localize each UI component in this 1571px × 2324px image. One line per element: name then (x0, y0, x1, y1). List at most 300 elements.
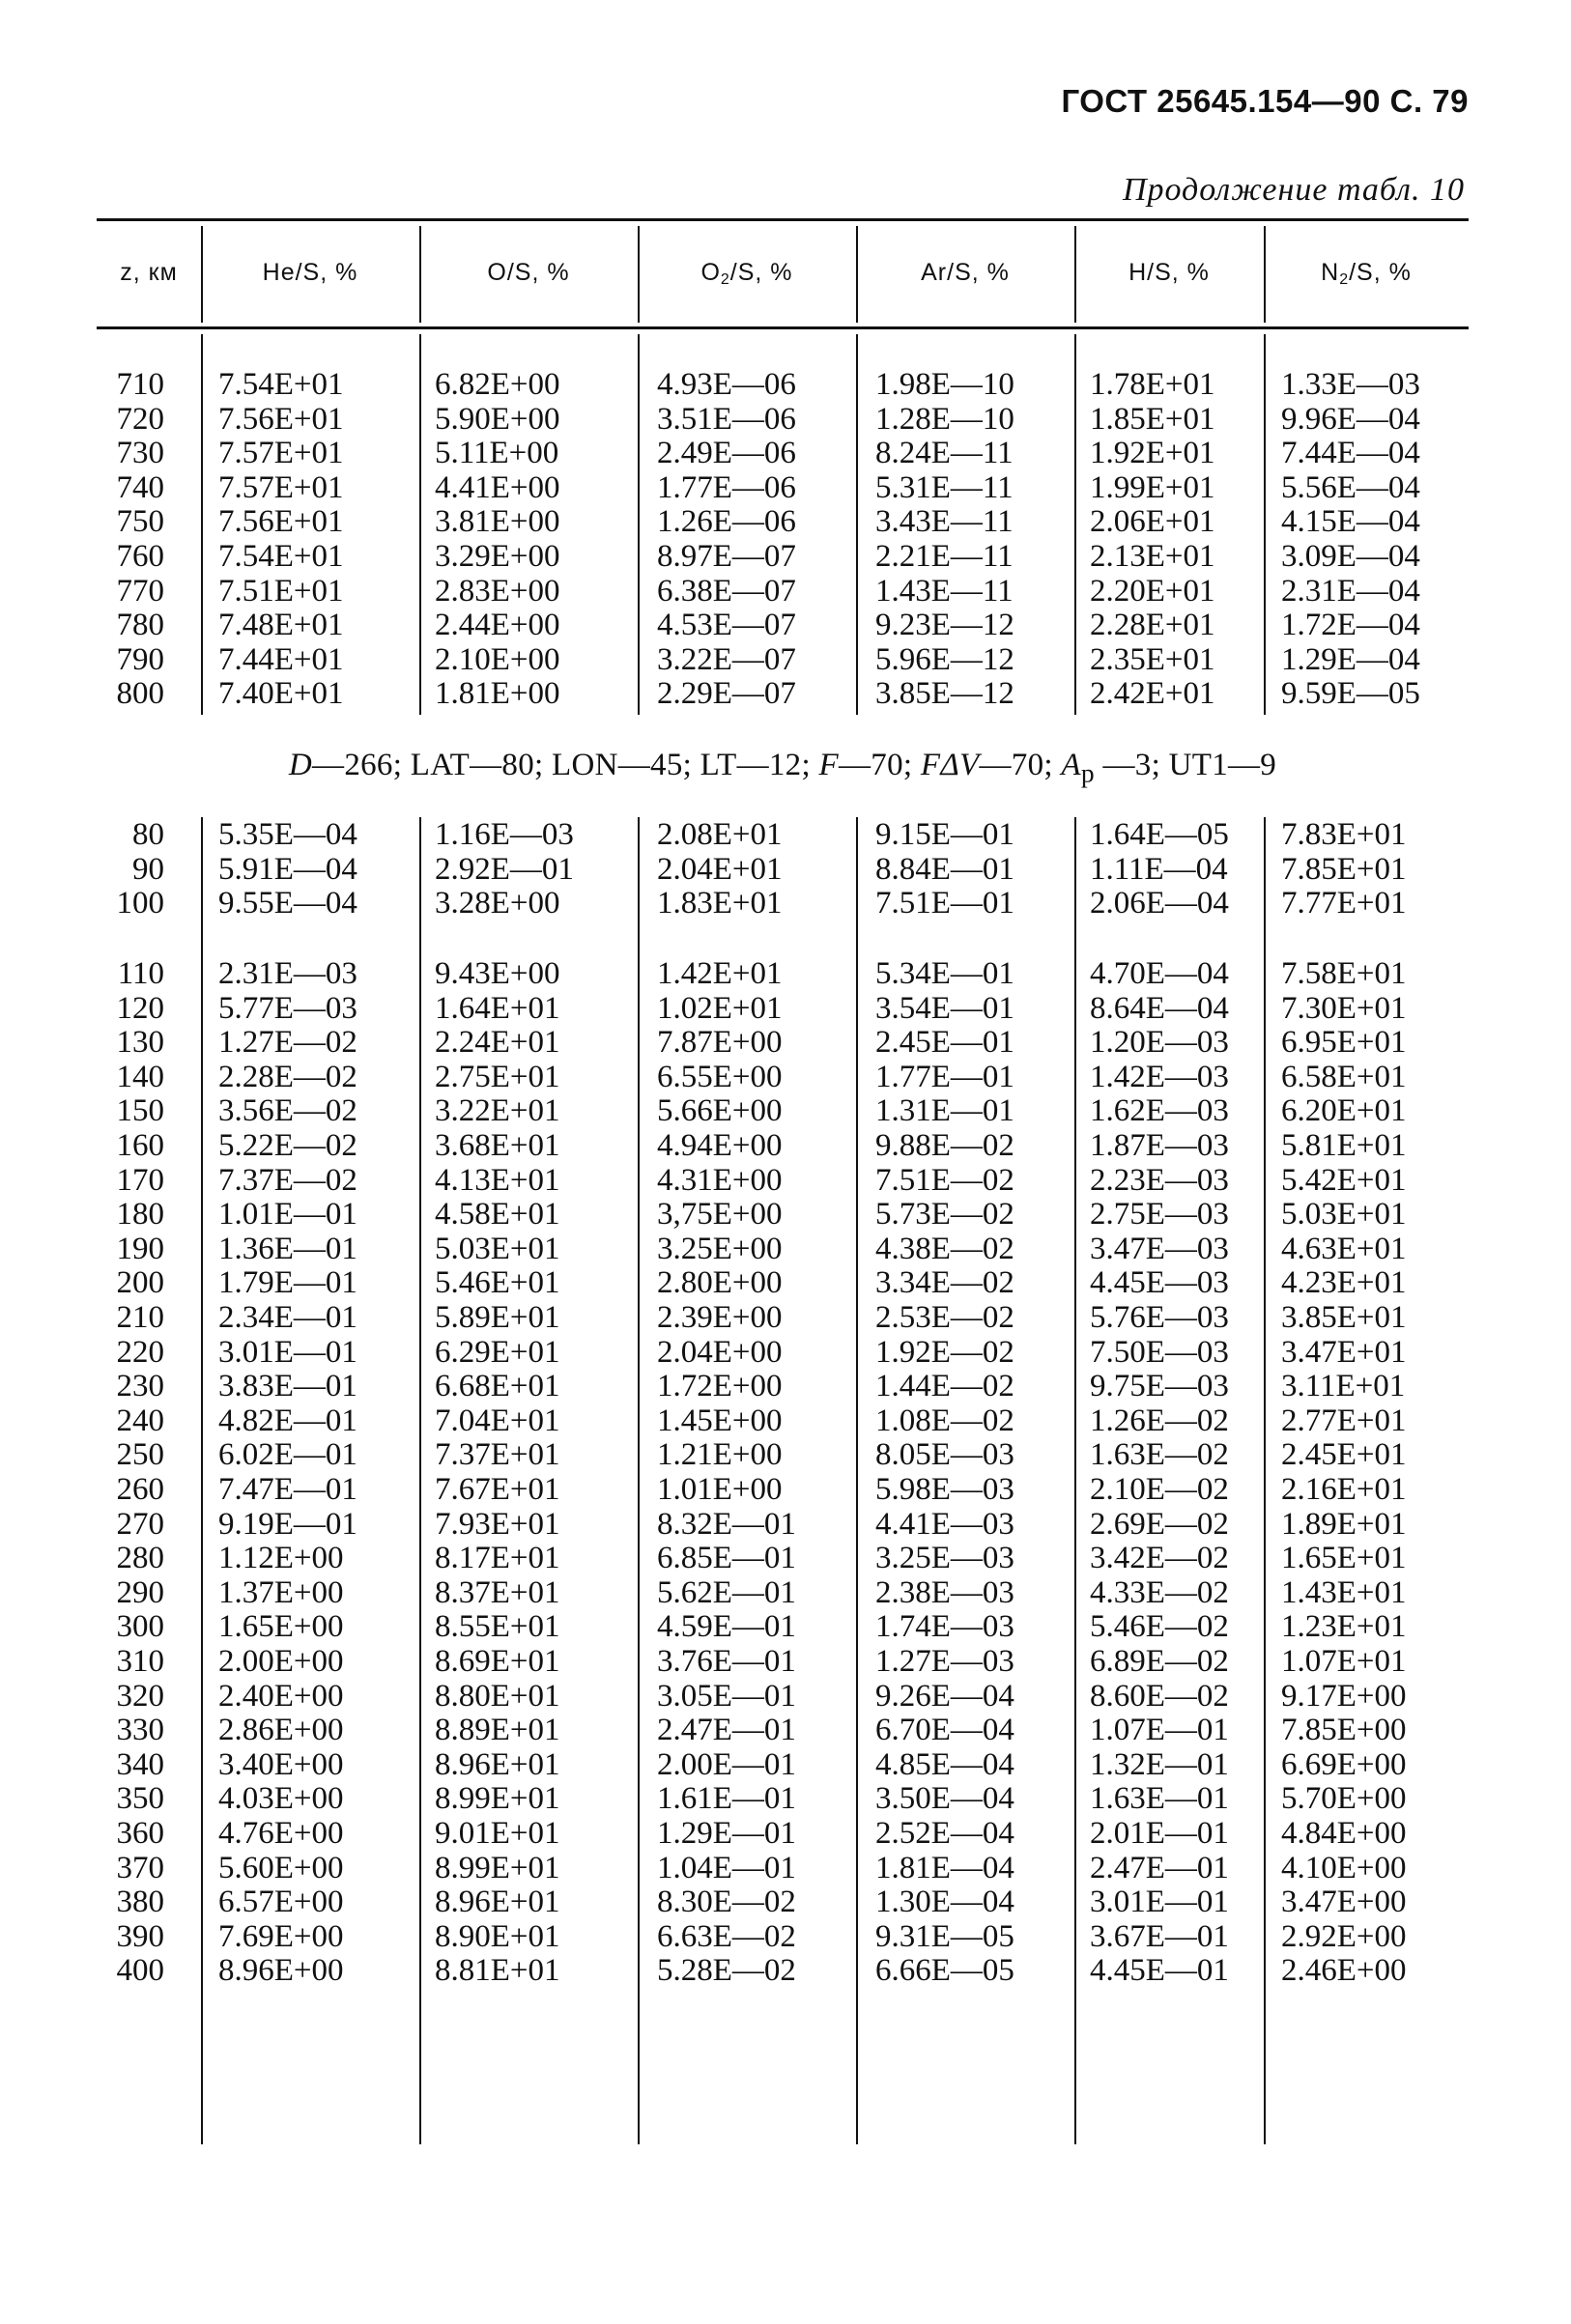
value-cell: 3.42E—02 (1090, 1541, 1229, 1576)
column-header-o2: $O_2/S$, % (700, 259, 793, 288)
value-cell: 7.30E+01 (1281, 990, 1407, 1026)
value-cell: 8.99E+01 (435, 1781, 560, 1817)
altitude-cell: 120 (116, 990, 164, 1026)
value-cell: 7.51E+01 (218, 573, 344, 609)
value-cell: 1.31E—01 (875, 1093, 1014, 1129)
value-cell: 6.66E—05 (875, 1953, 1014, 1989)
value-cell: 5.56E—04 (1281, 469, 1420, 505)
value-cell: 2.00E—01 (657, 1746, 796, 1782)
value-cell: 5.11E+00 (435, 436, 559, 471)
value-cell: 2.16E+01 (1281, 1472, 1407, 1507)
value-cell: 3.47E+01 (1281, 1334, 1407, 1370)
value-cell: 3.09E—04 (1281, 539, 1420, 574)
column-divider (1074, 226, 1076, 323)
value-cell: 1.74E—03 (875, 1609, 1014, 1645)
altitude-cell: 780 (116, 608, 164, 643)
value-cell: 7.87E+00 (657, 1025, 783, 1061)
table-top-rule (97, 218, 1469, 221)
value-cell: 7.50E—03 (1090, 1334, 1229, 1370)
value-cell: 7.37E—02 (218, 1162, 357, 1198)
value-cell: 1.81E+00 (435, 676, 560, 712)
column-divider (419, 334, 421, 715)
value-cell: 6.95E+01 (1281, 1025, 1407, 1061)
value-cell: 1.37E+00 (218, 1574, 344, 1610)
value-cell: 8.99E+01 (435, 1850, 560, 1885)
value-cell: 2.23E—03 (1090, 1162, 1229, 1198)
value-cell: 8.69E+01 (435, 1644, 560, 1679)
column-divider (1074, 334, 1076, 715)
column-header-ar: Ar/S, % (921, 259, 1010, 286)
value-cell: 2.42E+01 (1090, 676, 1215, 712)
value-cell: 9.01E+01 (435, 1816, 560, 1851)
value-cell: 3.85E—12 (875, 676, 1014, 712)
value-cell: 8.60E—02 (1090, 1678, 1229, 1714)
altitude-cell: 390 (116, 1918, 164, 1954)
altitude-cell: 220 (116, 1334, 164, 1370)
value-cell: 6.38E—07 (657, 573, 796, 609)
value-cell: 9.88E—02 (875, 1128, 1014, 1163)
value-cell: 4.13E+01 (435, 1162, 560, 1198)
value-cell: 8.05E—03 (875, 1437, 1014, 1473)
value-cell: 2.44E+00 (435, 608, 560, 643)
value-cell: 8.97E—07 (657, 539, 796, 574)
value-cell: 2.69E—02 (1090, 1506, 1229, 1542)
value-cell: 1.72E+00 (657, 1369, 783, 1404)
value-cell: 1.02E+01 (657, 990, 783, 1026)
value-cell: 5.35E—04 (218, 817, 357, 852)
value-cell: 7.58E+01 (1281, 956, 1407, 991)
value-cell: 4.70E—04 (1090, 956, 1229, 991)
value-cell: 3.25E+00 (657, 1231, 783, 1266)
value-cell: 2.04E+01 (657, 851, 783, 887)
value-cell: 2.31E—04 (1281, 573, 1420, 609)
value-cell: 4.59E—01 (657, 1609, 796, 1645)
altitude-cell: 230 (116, 1369, 164, 1404)
value-cell: 1.92E—02 (875, 1334, 1014, 1370)
value-cell: 1.43E—11 (875, 573, 1014, 609)
value-cell: 1.07E—01 (1090, 1713, 1229, 1748)
value-cell: 6.69E+00 (1281, 1746, 1407, 1782)
value-cell: 7.93E+01 (435, 1506, 560, 1542)
column-divider (419, 817, 421, 2144)
value-cell: 1.01E+00 (657, 1472, 783, 1507)
altitude-cell: 90 (132, 851, 164, 887)
altitude-cell: 300 (116, 1609, 164, 1645)
column-divider (201, 334, 203, 715)
value-cell: 3.81E+00 (435, 504, 560, 540)
value-cell: 7.51E—02 (875, 1162, 1014, 1198)
value-cell: 3.67E—01 (1090, 1918, 1229, 1954)
value-cell: 6.68E+01 (435, 1369, 560, 1404)
value-cell: 5.91E—04 (218, 851, 357, 887)
value-cell: 8.55E+01 (435, 1609, 560, 1645)
altitude-cell: 380 (116, 1885, 164, 1920)
value-cell: 3.47E—03 (1090, 1231, 1229, 1266)
value-cell: 2.24E+01 (435, 1025, 560, 1061)
value-cell: 2.29E—07 (657, 676, 796, 712)
value-cell: 1.44E—02 (875, 1369, 1014, 1404)
value-cell: 3,75E+00 (657, 1197, 783, 1233)
value-cell: 3.01E—01 (218, 1334, 357, 1370)
value-cell: 4.15E—04 (1281, 504, 1420, 540)
value-cell: 8.64E—04 (1090, 990, 1229, 1026)
value-cell: 5.76E—03 (1090, 1300, 1229, 1335)
value-cell: 1.32E—01 (1090, 1746, 1229, 1782)
value-cell: 7.56E+01 (218, 401, 344, 437)
value-cell: 2.01E—01 (1090, 1816, 1229, 1851)
altitude-cell: 240 (116, 1403, 164, 1438)
column-divider (638, 334, 640, 715)
value-cell: 8.81E+01 (435, 1953, 560, 1989)
value-cell: 2.35E+01 (1090, 641, 1215, 677)
value-cell: 1.42E—03 (1090, 1059, 1229, 1094)
value-cell: 1.62E—03 (1090, 1093, 1229, 1129)
value-cell: 5.03E+01 (435, 1231, 560, 1266)
value-cell: 2.45E+01 (1281, 1437, 1407, 1473)
value-cell: 6.55E+00 (657, 1059, 783, 1094)
value-cell: 1.77E—01 (875, 1059, 1014, 1094)
value-cell: 4.63E+01 (1281, 1231, 1407, 1266)
value-cell: 8.96E+00 (218, 1953, 344, 1989)
value-cell: 3.22E+01 (435, 1093, 560, 1129)
value-cell: 1.89E+01 (1281, 1506, 1407, 1542)
value-cell: 3.11E+01 (1281, 1369, 1406, 1404)
altitude-cell: 140 (116, 1059, 164, 1094)
table-continuation-caption: Продолжение табл. 10 (1122, 172, 1465, 208)
column-divider (856, 817, 858, 2144)
value-cell: 2.80E+00 (657, 1265, 783, 1301)
value-cell: 5.03E+01 (1281, 1197, 1407, 1233)
value-cell: 1.07E+01 (1281, 1644, 1407, 1679)
altitude-cell: 100 (116, 886, 164, 921)
value-cell: 1.45E+00 (657, 1403, 783, 1438)
value-cell: 4.76E+00 (218, 1816, 344, 1851)
value-cell: 4.03E+00 (218, 1781, 344, 1817)
altitude-cell: 270 (116, 1506, 164, 1542)
value-cell: 5.66E+00 (657, 1093, 783, 1129)
value-cell: 5.34E—01 (875, 956, 1014, 991)
value-cell: 3.05E—01 (657, 1678, 796, 1714)
value-cell: 2.92E—01 (435, 851, 574, 887)
altitude-cell: 130 (116, 1025, 164, 1061)
value-cell: 7.85E+01 (1281, 851, 1407, 887)
altitude-cell: 360 (116, 1816, 164, 1851)
value-cell: 1.87E—03 (1090, 1128, 1229, 1163)
value-cell: 7.44E+01 (218, 641, 344, 677)
column-divider (638, 226, 640, 323)
value-cell: 9.55E—04 (218, 886, 357, 921)
value-cell: 3.47E+00 (1281, 1885, 1407, 1920)
value-cell: 1.63E—02 (1090, 1437, 1229, 1473)
value-cell: 1.04E—01 (657, 1850, 796, 1885)
value-cell: 3.22E—07 (657, 641, 796, 677)
altitude-cell: 340 (116, 1746, 164, 1782)
value-cell: 9.43E+00 (435, 956, 560, 991)
value-cell: 4.45E—03 (1090, 1265, 1229, 1301)
value-cell: 7.51E—01 (875, 886, 1014, 921)
value-cell: 5.89E+01 (435, 1300, 560, 1335)
value-cell: 1.21E+00 (657, 1437, 783, 1473)
altitude-cell: 210 (116, 1300, 164, 1335)
value-cell: 3.85E+01 (1281, 1300, 1407, 1335)
column-header-h: H/S, % (1128, 259, 1210, 286)
altitude-cell: 800 (116, 676, 164, 712)
value-cell: 5.60E+00 (218, 1850, 344, 1885)
altitude-cell: 710 (116, 367, 164, 402)
value-cell: 8.96E+01 (435, 1885, 560, 1920)
value-cell: 4.41E—03 (875, 1506, 1014, 1542)
value-cell: 4.84E+00 (1281, 1816, 1407, 1851)
altitude-cell: 310 (116, 1644, 164, 1679)
value-cell: 2.75E—03 (1090, 1197, 1229, 1233)
value-cell: 1.78E+01 (1090, 367, 1215, 402)
value-cell: 9.96E—04 (1281, 401, 1420, 437)
value-cell: 5.77E—03 (218, 990, 357, 1026)
altitude-cell: 750 (116, 504, 164, 540)
value-cell: 2.04E+00 (657, 1334, 783, 1370)
value-cell: 1.65E+01 (1281, 1541, 1407, 1576)
altitude-cell: 150 (116, 1093, 164, 1129)
value-cell: 1.16E—03 (435, 817, 574, 852)
value-cell: 1.26E—06 (657, 504, 796, 540)
column-header-he: He/S, % (262, 259, 358, 286)
value-cell: 5.96E—12 (875, 641, 1014, 677)
value-cell: 2.92E+00 (1281, 1918, 1407, 1954)
altitude-cell: 770 (116, 573, 164, 609)
value-cell: 6.82E+00 (435, 367, 560, 402)
altitude-cell: 320 (116, 1678, 164, 1714)
value-cell: 7.85E+00 (1281, 1713, 1407, 1748)
value-cell: 2.77E+01 (1281, 1403, 1407, 1438)
value-cell: 9.26E—04 (875, 1678, 1014, 1714)
value-cell: 5.98E—03 (875, 1472, 1014, 1507)
altitude-cell: 250 (116, 1437, 164, 1473)
value-cell: 5.31E—11 (875, 469, 1014, 505)
column-divider (1264, 226, 1266, 323)
value-cell: 4.45E—01 (1090, 1953, 1229, 1989)
value-cell: 2.13E+01 (1090, 539, 1215, 574)
value-cell: 2.31E—03 (218, 956, 357, 991)
column-divider (201, 817, 203, 2144)
model-parameters-line: D—266; LAT—80; LON—45; LT—12; F—70; FΔV—70; $A_p$ —3; UT1—9 (288, 748, 1277, 788)
column-divider (856, 334, 858, 715)
column-divider (856, 226, 858, 323)
value-cell: 1.01E—01 (218, 1197, 357, 1233)
value-cell: 2.28E+01 (1090, 608, 1215, 643)
altitude-cell: 790 (116, 641, 164, 677)
altitude-cell: 280 (116, 1541, 164, 1576)
value-cell: 2.06E+01 (1090, 504, 1215, 540)
value-cell: 3.43E—11 (875, 504, 1014, 540)
value-cell: 1.64E—05 (1090, 817, 1229, 852)
value-cell: 1.61E—01 (657, 1781, 796, 1817)
value-cell: 6.29E+01 (435, 1334, 560, 1370)
value-cell: 7.48E+01 (218, 608, 344, 643)
altitude-cell: 260 (116, 1472, 164, 1507)
value-cell: 6.70E—04 (875, 1713, 1014, 1748)
value-cell: 1.92E+01 (1090, 436, 1215, 471)
value-cell: 3.54E—01 (875, 990, 1014, 1026)
value-cell: 6.20E+01 (1281, 1093, 1407, 1129)
value-cell: 1.29E—01 (657, 1816, 796, 1851)
value-cell: 5.70E+00 (1281, 1781, 1407, 1817)
value-cell: 1.42E+01 (657, 956, 783, 991)
value-cell: 6.57E+00 (218, 1885, 344, 1920)
value-cell: 2.47E—01 (657, 1713, 796, 1748)
altitude-cell: 350 (116, 1781, 164, 1817)
altitude-cell: 200 (116, 1265, 164, 1301)
value-cell: 4.23E+01 (1281, 1265, 1407, 1301)
value-cell: 9.15E—01 (875, 817, 1014, 852)
value-cell: 8.84E—01 (875, 851, 1014, 887)
value-cell: 2.52E—04 (875, 1816, 1014, 1851)
value-cell: 7.37E+01 (435, 1437, 560, 1473)
value-cell: 8.24E—11 (875, 436, 1014, 471)
value-cell: 8.17E+01 (435, 1541, 560, 1576)
value-cell: 2.21E—11 (875, 539, 1014, 574)
altitude-cell: 80 (132, 817, 164, 852)
value-cell: 2.83E+00 (435, 573, 560, 609)
altitude-cell: 760 (116, 539, 164, 574)
column-header-altitude: z, км (120, 259, 178, 286)
value-cell: 1.12E+00 (218, 1541, 344, 1576)
value-cell: 2.08E+01 (657, 817, 783, 852)
value-cell: 1.99E+01 (1090, 469, 1215, 505)
column-divider (1264, 334, 1266, 715)
value-cell: 1.63E—01 (1090, 1781, 1229, 1817)
value-cell: 7.83E+01 (1281, 817, 1407, 852)
value-cell: 4.85E—04 (875, 1746, 1014, 1782)
value-cell: 1.98E—10 (875, 367, 1014, 402)
value-cell: 1.72E—04 (1281, 608, 1420, 643)
value-cell: 4.94E+00 (657, 1128, 783, 1163)
value-cell: 3.56E—02 (218, 1093, 357, 1129)
value-cell: 2.75E+01 (435, 1059, 560, 1094)
altitude-cell: 370 (116, 1850, 164, 1885)
value-cell: 5.46E+01 (435, 1265, 560, 1301)
column-divider (1264, 817, 1266, 2144)
value-cell: 3.01E—01 (1090, 1885, 1229, 1920)
value-cell: 1.65E+00 (218, 1609, 344, 1645)
value-cell: 1.33E—03 (1281, 367, 1420, 402)
value-cell: 7.69E+00 (218, 1918, 344, 1954)
column-divider (201, 226, 203, 323)
value-cell: 7.57E+01 (218, 469, 344, 505)
value-cell: 9.19E—01 (218, 1506, 357, 1542)
value-cell: 2.39E+00 (657, 1300, 783, 1335)
value-cell: 3.25E—03 (875, 1541, 1014, 1576)
value-cell: 5.42E+01 (1281, 1162, 1407, 1198)
value-cell: 2.45E—01 (875, 1025, 1014, 1061)
value-cell: 5.81E+01 (1281, 1128, 1407, 1163)
value-cell: 6.89E—02 (1090, 1644, 1229, 1679)
value-cell: 4.10E+00 (1281, 1850, 1407, 1885)
value-cell: 7.04E+01 (435, 1403, 560, 1438)
value-cell: 6.58E+01 (1281, 1059, 1407, 1094)
value-cell: 3.51E—06 (657, 401, 796, 437)
value-cell: 9.17E+00 (1281, 1678, 1407, 1714)
value-cell: 2.34E—01 (218, 1300, 357, 1335)
value-cell: 8.90E+01 (435, 1918, 560, 1954)
value-cell: 3.28E+00 (435, 886, 560, 921)
altitude-cell: 110 (117, 956, 164, 991)
altitude-cell: 180 (116, 1197, 164, 1233)
value-cell: 7.56E+01 (218, 504, 344, 540)
value-cell: 7.57E+01 (218, 436, 344, 471)
value-cell: 5.22E—02 (218, 1128, 357, 1163)
table-header-rule (97, 326, 1469, 329)
value-cell: 2.28E—02 (218, 1059, 357, 1094)
value-cell: 1.43E+01 (1281, 1574, 1407, 1610)
value-cell: 9.31E—05 (875, 1918, 1014, 1954)
value-cell: 6.02E—01 (218, 1437, 357, 1473)
altitude-cell: 400 (116, 1953, 164, 1989)
value-cell: 3.50E—04 (875, 1781, 1014, 1817)
value-cell: 3.76E—01 (657, 1644, 796, 1679)
value-cell: 2.38E—03 (875, 1574, 1014, 1610)
value-cell: 6.85E—01 (657, 1541, 796, 1576)
value-cell: 7.47E—01 (218, 1472, 357, 1507)
value-cell: 2.10E—02 (1090, 1472, 1229, 1507)
value-cell: 1.08E—02 (875, 1403, 1014, 1438)
value-cell: 3.68E+01 (435, 1128, 560, 1163)
value-cell: 1.79E—01 (218, 1265, 357, 1301)
value-cell: 5.28E—02 (657, 1953, 796, 1989)
value-cell: 1.83E+01 (657, 886, 783, 921)
value-cell: 1.27E—03 (875, 1644, 1014, 1679)
altitude-cell: 170 (116, 1162, 164, 1198)
altitude-cell: 330 (116, 1713, 164, 1748)
value-cell: 3.29E+00 (435, 539, 560, 574)
altitude-cell: 290 (116, 1574, 164, 1610)
value-cell: 4.33E—02 (1090, 1574, 1229, 1610)
value-cell: 1.36E—01 (218, 1231, 357, 1266)
altitude-cell: 160 (116, 1128, 164, 1163)
column-header-n2: $N_2/S$, % (1321, 259, 1412, 288)
value-cell: 3.34E—02 (875, 1265, 1014, 1301)
value-cell: 5.73E—02 (875, 1197, 1014, 1233)
value-cell: 1.27E—02 (218, 1025, 357, 1061)
page-title: ГОСТ 25645.154—90 С. 79 (1061, 83, 1469, 119)
value-cell: 1.77E—06 (657, 469, 796, 505)
value-cell: 1.20E—03 (1090, 1025, 1229, 1061)
value-cell: 2.20E+01 (1090, 573, 1215, 609)
value-cell: 7.54E+01 (218, 539, 344, 574)
column-divider (419, 226, 421, 323)
value-cell: 2.10E+00 (435, 641, 560, 677)
value-cell: 5.46E—02 (1090, 1609, 1229, 1645)
altitude-cell: 740 (116, 469, 164, 505)
value-cell: 1.30E—04 (875, 1885, 1014, 1920)
value-cell: 8.30E—02 (657, 1885, 796, 1920)
value-cell: 4.58E+01 (435, 1197, 560, 1233)
altitude-cell: 730 (116, 436, 164, 471)
value-cell: 4.41E+00 (435, 469, 560, 505)
altitude-cell: 190 (116, 1231, 164, 1266)
value-cell: 9.75E—03 (1090, 1369, 1229, 1404)
column-divider (1074, 817, 1076, 2144)
value-cell: 1.64E+01 (435, 990, 560, 1026)
value-cell: 5.90E+00 (435, 401, 560, 437)
value-cell: 2.47E—01 (1090, 1850, 1229, 1885)
value-cell: 8.89E+01 (435, 1713, 560, 1748)
value-cell: 2.00E+00 (218, 1644, 344, 1679)
value-cell: 4.31E+00 (657, 1162, 783, 1198)
value-cell: 8.37E+01 (435, 1574, 560, 1610)
value-cell: 8.80E+01 (435, 1678, 560, 1714)
value-cell: 9.23E—12 (875, 608, 1014, 643)
value-cell: 3.83E—01 (218, 1369, 357, 1404)
